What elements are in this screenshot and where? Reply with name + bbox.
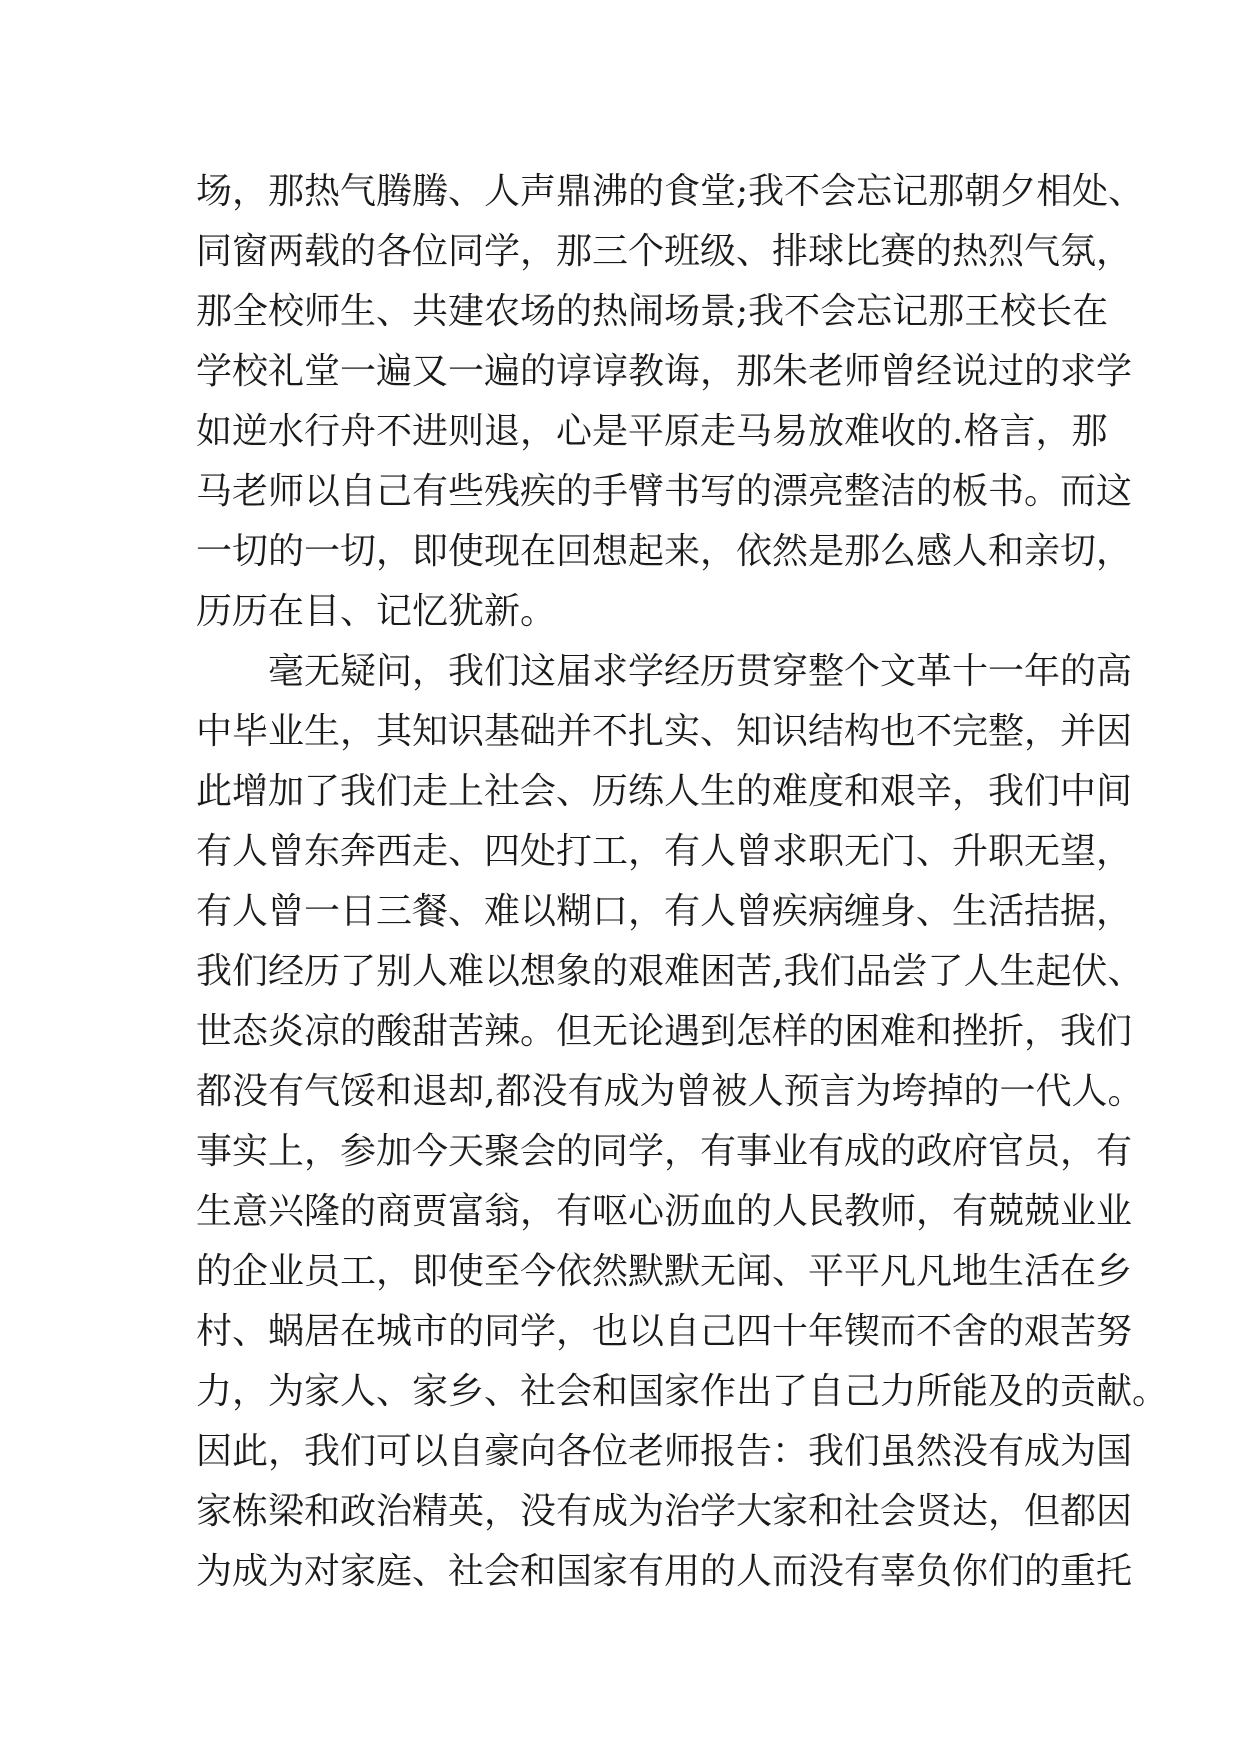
- body-text: [196, 162, 1169, 1602]
- text-line: 那全校师生、共建农场的热闹场景;我不会忘记那王校长在: [196, 291, 1109, 332]
- paragraph-start-line: 毫无疑问，我们这届求学经历贯穿整个文革十一年的高: [268, 651, 1133, 692]
- text-line: 场，那热气腾腾、人声鼎沸的食堂;我不会忘记那朝夕相处、: [196, 171, 1145, 212]
- text-line: 为成为对家庭、社会和国家有用的人而没有辜负你们的重托: [196, 1551, 1133, 1592]
- text-line: 都没有气馁和退却,都没有成为曾被人预言为垮掉的一代人。: [196, 1071, 1144, 1112]
- text-line: 家栋梁和政治精英，没有成为治学大家和社会贤达，但都因: [196, 1491, 1133, 1532]
- text-line: 有人曾东奔西走、四处打工，有人曾求职无门、升职无望，: [196, 831, 1133, 872]
- text-line: 世态炎凉的酸甜苦辣。但无论遇到怎样的困难和挫折，我们: [196, 1011, 1133, 1052]
- text-line: 中毕业生，其知识基础并不扎实、知识结构也不完整，并因: [196, 711, 1133, 752]
- text-line: 学校礼堂一遍又一遍的谆谆教诲，那朱老师曾经说过的求学: [196, 351, 1133, 392]
- text-line: 村、蜗居在城市的同学，也以自己四十年锲而不舍的艰苦努: [196, 1311, 1133, 1352]
- text-line: 有人曾一日三餐、难以糊口，有人曾疾病缠身、生活拮据，: [196, 891, 1133, 932]
- text-line: 如逆水行舟不进则退，心是平原走马易放难收的.格言，那: [196, 411, 1108, 452]
- text-line: 马老师以自己有些残疾的手臂书写的漂亮整洁的板书。而这: [196, 471, 1133, 512]
- text-line: 我们经历了别人难以想象的艰难困苦,我们品尝了人生起伏、: [196, 951, 1144, 992]
- text-line: 因此，我们可以自豪向各位老师报告：我们虽然没有成为国: [196, 1431, 1133, 1472]
- text-line: 此增加了我们走上社会、历练人生的难度和艰辛，我们中间: [196, 771, 1133, 812]
- text-line: 生意兴隆的商贾富翁，有呕心沥血的人民教师，有兢兢业业: [196, 1191, 1133, 1232]
- text-line: 同窗两载的各位同学，那三个班级、排球比赛的热烈气氛，: [196, 231, 1133, 272]
- text-line: 事实上，参加今天聚会的同学，有事业有成的政府官员，有: [196, 1131, 1133, 1172]
- paragraph-end-line: 历历在目、记忆犹新。: [196, 591, 557, 632]
- text-line: 一切的一切，即使现在回想起来，依然是那么感人和亲切，: [196, 531, 1133, 572]
- text-line: 力，为家人、家乡、社会和国家作出了自己力所能及的贡献。: [196, 1371, 1169, 1412]
- text-line: 的企业员工，即使至今依然默默无闻、平平凡凡地生活在乡: [196, 1251, 1133, 1292]
